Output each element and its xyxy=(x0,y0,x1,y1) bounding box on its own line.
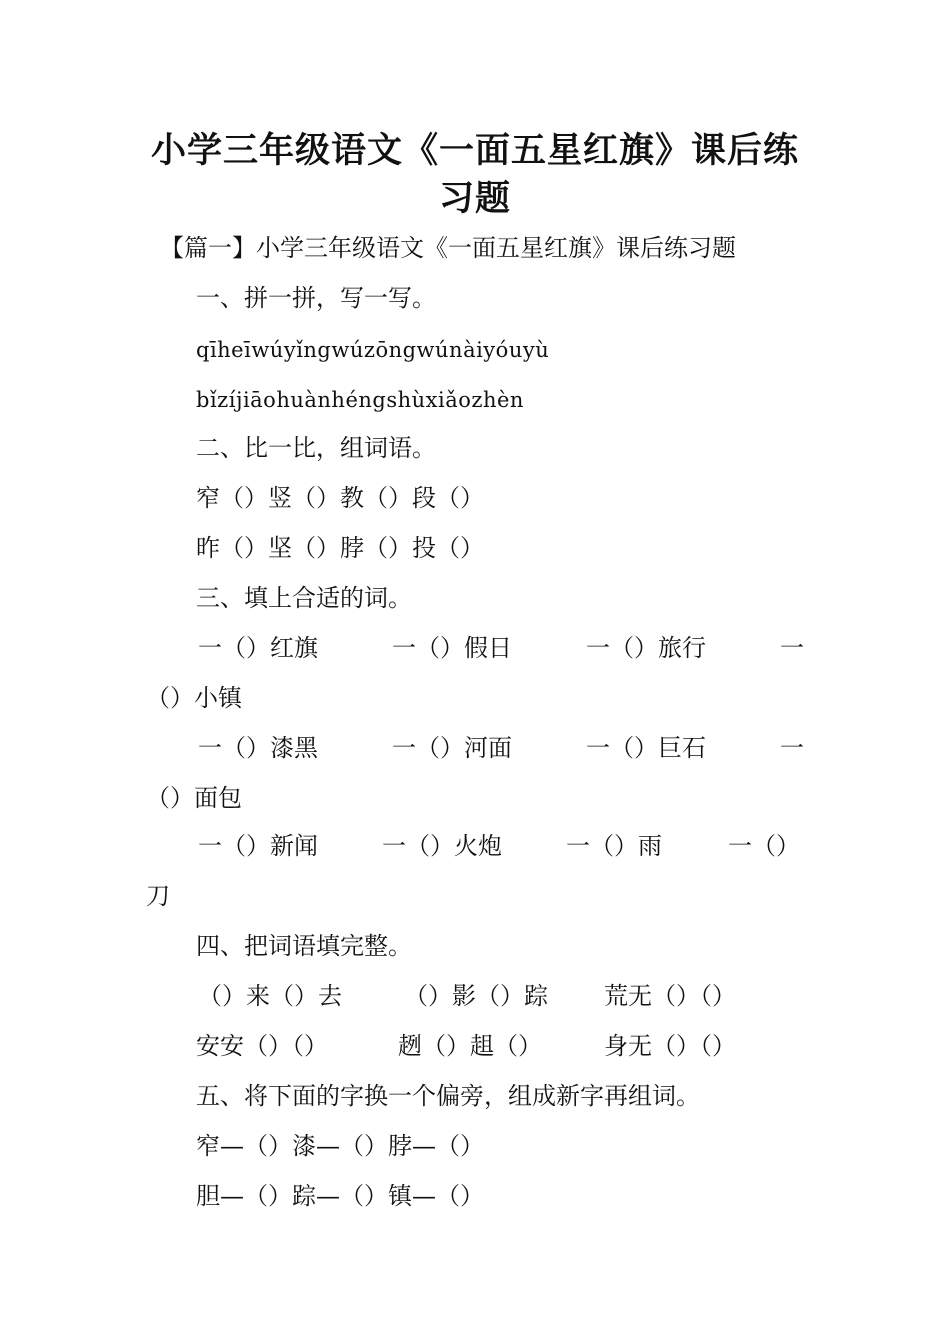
question-5-row-1: 窄—（）漆—（）脖—（） xyxy=(196,1132,484,1160)
question-3-row-1-item-2: 一（）假日 xyxy=(392,634,512,662)
document-title-line-2: 习题 xyxy=(438,179,511,219)
question-3-row-3-item-2: 一（）火炮 xyxy=(382,832,502,860)
question-4-heading: 四、把词语填完整。 xyxy=(196,932,412,960)
question-2-heading: 二、比一比，组词语。 xyxy=(196,434,436,462)
question-3-row-1-item-3: 一（）旅行 xyxy=(586,634,706,662)
question-4-row-2-item-2: 趔（）趄（） xyxy=(398,1032,542,1060)
question-3-row-2-item-4: 一 xyxy=(780,734,804,762)
question-4-row-1-item-2: （）影（）踪 xyxy=(404,982,548,1010)
question-2-row-2: 昨（）坚（）脖（）投（） xyxy=(196,534,484,562)
question-5-row-2: 胆—（）踪—（）镇—（） xyxy=(196,1182,484,1210)
question-1-pinyin-line-1: qīheīwúyǐngwúzōngwúnàiyóuyù xyxy=(196,338,550,362)
question-3-row-1-item-1: 一（）红旗 xyxy=(198,634,318,662)
question-1-heading: 一、拼一拼，写一写。 xyxy=(196,284,436,312)
question-3-row-2-item-1: 一（）漆黑 xyxy=(198,734,318,762)
question-3-row-1-item-4: 一 xyxy=(780,634,804,662)
question-5-heading: 五、将下面的字换一个偏旁，组成新字再组词。 xyxy=(196,1082,700,1110)
question-3-row-3-item-3: 一（）雨 xyxy=(566,832,662,860)
section-heading: 【篇一】小学三年级语文《一面五星红旗》课后练习题 xyxy=(160,234,736,262)
question-3-row-3-item-4: 一（） xyxy=(728,832,800,860)
question-3-row-3-continued: 刀 xyxy=(146,882,170,910)
question-3-heading: 三、填上合适的词。 xyxy=(196,584,412,612)
question-3-row-3-item-1: 一（）新闻 xyxy=(198,832,318,860)
question-4-row-2-item-1: 安安（）（） xyxy=(196,1032,328,1060)
question-3-row-2-item-3: 一（）巨石 xyxy=(586,734,706,762)
question-4-row-2-item-3: 身无（）（） xyxy=(604,1032,736,1060)
document-title-line-1: 小学三年级语文《一面五星红旗》课后练 xyxy=(150,131,799,171)
question-3-row-1-continued: （）小镇 xyxy=(146,684,242,712)
question-4-row-1-item-3: 荒无（）（） xyxy=(604,982,736,1010)
question-3-row-2-item-2: 一（）河面 xyxy=(392,734,512,762)
question-1-pinyin-line-2: bǐzíjiāohuànhéngshùxiǎozhèn xyxy=(196,388,524,412)
question-3-row-2-continued: （）面包 xyxy=(146,784,242,812)
question-2-row-1: 窄（）竖（）教（）段（） xyxy=(196,484,484,512)
question-4-row-1-item-1: （）来（）去 xyxy=(198,982,342,1010)
